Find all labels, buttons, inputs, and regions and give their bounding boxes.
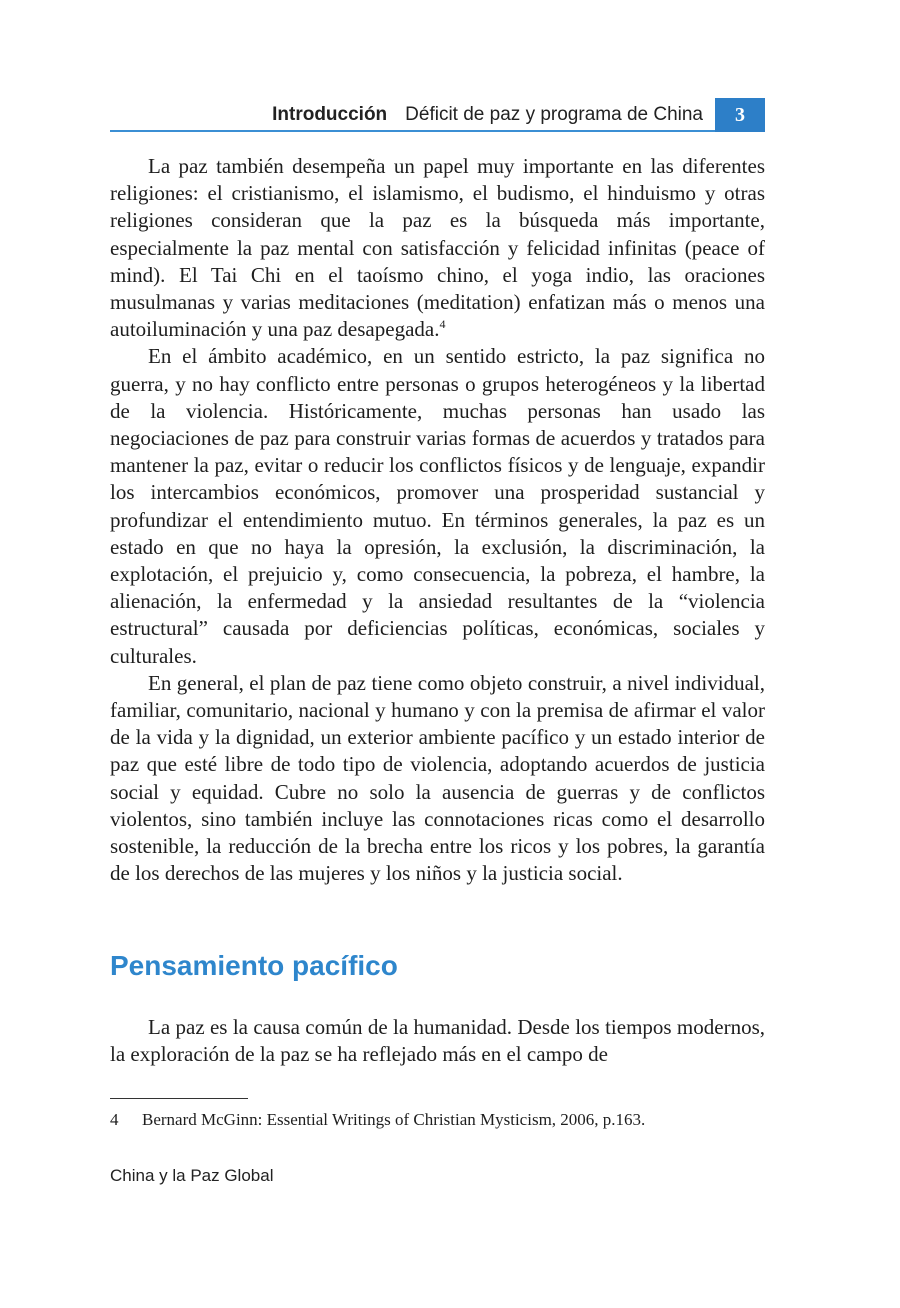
page-number-badge: [715, 98, 765, 132]
section-heading: Pensamiento pacífico: [110, 950, 398, 981]
header-chapter-title: Déficit de paz y programa de China: [405, 104, 703, 125]
header-section-label: Introducción: [272, 104, 388, 125]
paragraph-text: La paz es la causa común de la humanidad. Desde los tiempos modernos, la exploración de la paz se ha reflejado más en el campo de: [110, 1015, 765, 1067]
footnote-text: Bernard McGinn: Essential Writings of Christian Mysticism, 2006, p.163.: [142, 1110, 646, 1129]
footnote-number: 4: [110, 1110, 119, 1129]
header-rule: [110, 130, 765, 132]
running-header-text: [272, 104, 703, 126]
paragraph-text: En general, el plan de paz tiene como objeto construir, a nivel individual, familiar, comunitario, nacional y humano y con la premisa de afirmar el valor de la vida y la dignidad, un exterior ambiente pacífico y un estado interior de paz que esté libre de todo tipo de violencia, adoptando acuerdos de justicia social y equidad. Cubre no solo la ausencia de guerras y de conflictos violentos, sino también incluye las connotaciones ricas como el desarrollo sostenible, la reducción de la brecha entre los ricos y los pobres, la garantía de los derechos de las mujeres y los niños y la justicia social.: [110, 670, 765, 886]
body-text: [110, 153, 765, 887]
page-number: 3: [735, 103, 745, 126]
paragraph: [110, 670, 765, 888]
paragraph-text: En el ámbito académico, en un sentido estricto, la paz significa no guerra, y no hay conflicto entre personas o grupos heterogéneos y la libertad de la violencia. Históricamente, muchas personas han usado las negociaciones de paz para construir varias formas de acuerdos y tratados para mantener la paz, evitar o reducir los conflictos físicos y de lenguaje, expandir los intercambios económicos, promover una prosperidad sustancial y profundizar el entendimiento mutuo. En términos generales, la paz es un estado en que no haya la opresión, la exclusión, la discriminación, la explotación, el prejuicio y, como consecuencia, la pobreza, el hambre, la alienación, la enfermedad y la ansiedad resultantes de la “violencia estructural” causada por deficiencias políticas, económicas, sociales y culturales.: [110, 344, 765, 668]
book-title-footer: China y la Paz Global: [110, 1166, 274, 1185]
footnote-separator: [110, 1098, 248, 1099]
footnote-reference[interactable]: 4: [439, 317, 446, 332]
section-body: [110, 1014, 765, 1068]
paragraph: [110, 153, 765, 343]
paragraph-text: La paz también desempeña un papel muy importante en las diferentes religiones: el cristianismo, el islamismo, el budismo, el hinduismo y otras religiones consideran que la paz es la búsqueda más importante, especialmente la paz mental con satisfacción y felicidad infinitas (peace of mind). El Tai Chi en el taoísmo chino, el yoga indio, las oraciones musulmanas y varias meditaciones (meditation) enfatizan más o menos una autoiluminación y una paz desapegada.: [110, 154, 765, 342]
footnote: [110, 1110, 765, 1130]
running-header: [110, 98, 765, 132]
paragraph: [110, 1014, 765, 1068]
paragraph: [110, 343, 765, 669]
